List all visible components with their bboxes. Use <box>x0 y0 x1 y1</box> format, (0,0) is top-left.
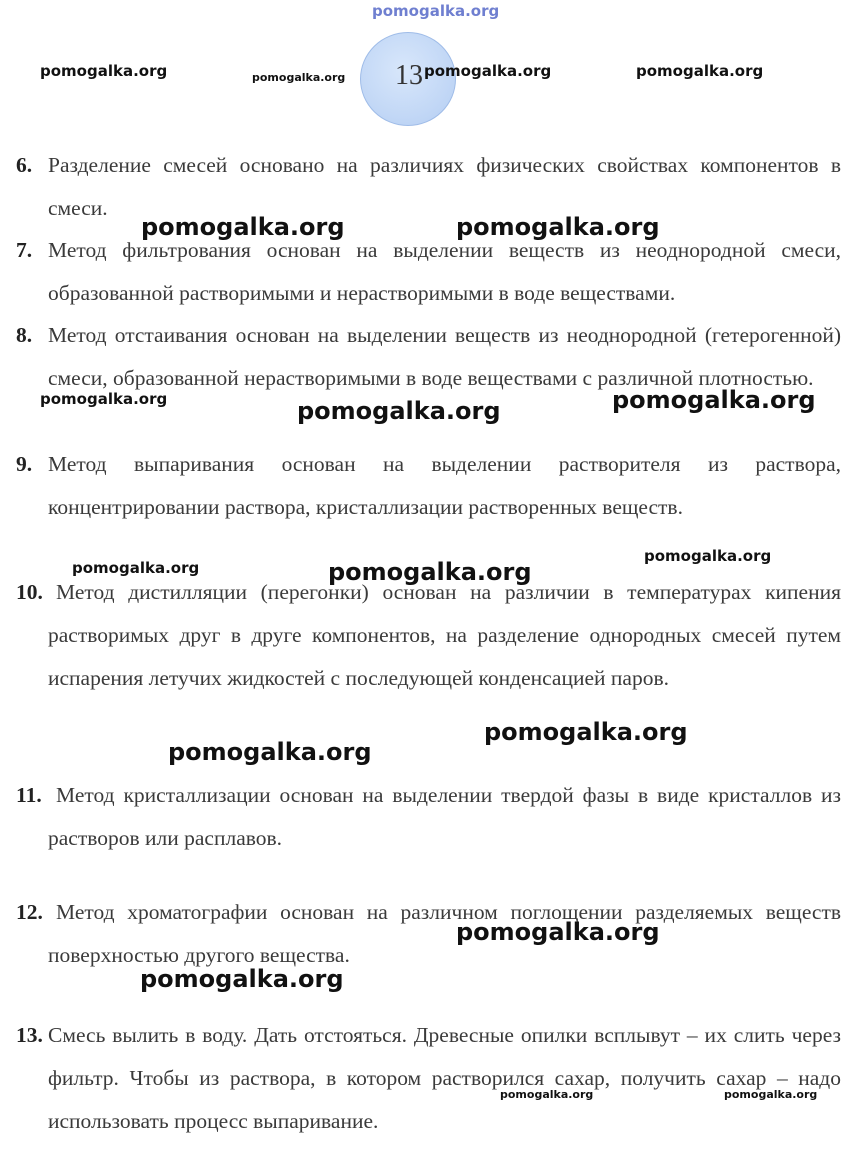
header-watermark: pomogalka.org <box>372 2 500 20</box>
watermark: pomogalka.org <box>40 390 168 408</box>
item-text: Метод выпаривания основан на выделении растворителя из раствора, концентрировании раствора, кристаллизации растворенных веществ. <box>48 452 841 519</box>
list-item <box>16 443 841 529</box>
item-number: 7. <box>16 238 33 262</box>
watermark: pomogalka.org <box>252 71 346 84</box>
watermark: pomogalka.org <box>328 558 532 586</box>
item-number: 9. <box>16 452 33 476</box>
watermark: pomogalka.org <box>141 213 345 241</box>
item-text: Метод отстаивания основан на выделении веществ из неоднородной (гетерогенной) смеси, образованной нерастворимыми в воде веществами с различной плотностью. <box>48 323 841 390</box>
item-text: Метод хроматографии основан на различном поглощении разделяемых веществ поверхностью другого вещества. <box>48 900 841 967</box>
list-item <box>16 571 841 700</box>
watermark: pomogalka.org <box>636 62 764 80</box>
watermark: pomogalka.org <box>644 547 772 565</box>
item-number: 11. <box>16 783 42 807</box>
watermark: pomogalka.org <box>40 62 168 80</box>
list-item <box>16 1014 841 1143</box>
item-number: 8. <box>16 323 33 347</box>
watermark: pomogalka.org <box>724 1088 818 1101</box>
watermark: pomogalka.org <box>424 62 552 80</box>
list-item <box>16 774 841 860</box>
watermark: pomogalka.org <box>456 213 660 241</box>
list-item <box>16 144 841 230</box>
item-text: Метод дистилляции (перегонки) основан на различии в температурах кипения растворимых друг в друге компонентов, на разделение однородных смесей путем испарения летучих жидкостей с последующей конденсацией паров. <box>48 580 841 690</box>
page-number: 13 <box>395 60 423 91</box>
watermark: pomogalka.org <box>297 397 501 425</box>
watermark: pomogalka.org <box>72 559 200 577</box>
item-text: Разделение смесей основано на различиях физических свойствах компонентов в смеси. <box>48 153 841 220</box>
list-item <box>16 229 841 315</box>
item-number: 13. <box>16 1023 43 1047</box>
watermark: pomogalka.org <box>500 1088 594 1101</box>
watermark: pomogalka.org <box>140 965 344 993</box>
item-text: Метод фильтрования основан на выделении веществ из неоднородной смеси, образованной растворимыми и нерастворимыми в воде веществами. <box>48 238 841 305</box>
item-number: 10. <box>16 580 43 604</box>
watermark: pomogalka.org <box>456 918 660 946</box>
item-text: Смесь вылить в воду. Дать отстояться. Древесные опилки всплывут – их слить через фильтр. Чтобы из раствора, в котором растворился сахар, получить сахар – надо использовать процесс выпаривание. <box>48 1023 841 1133</box>
item-number: 12. <box>16 900 43 924</box>
item-text: Метод кристаллизации основан на выделении твердой фазы в виде кристаллов из растворов или расплавов. <box>48 783 841 850</box>
watermark: pomogalka.org <box>484 718 688 746</box>
watermark: pomogalka.org <box>168 738 372 766</box>
item-number: 6. <box>16 153 33 177</box>
watermark: pomogalka.org <box>612 386 816 414</box>
